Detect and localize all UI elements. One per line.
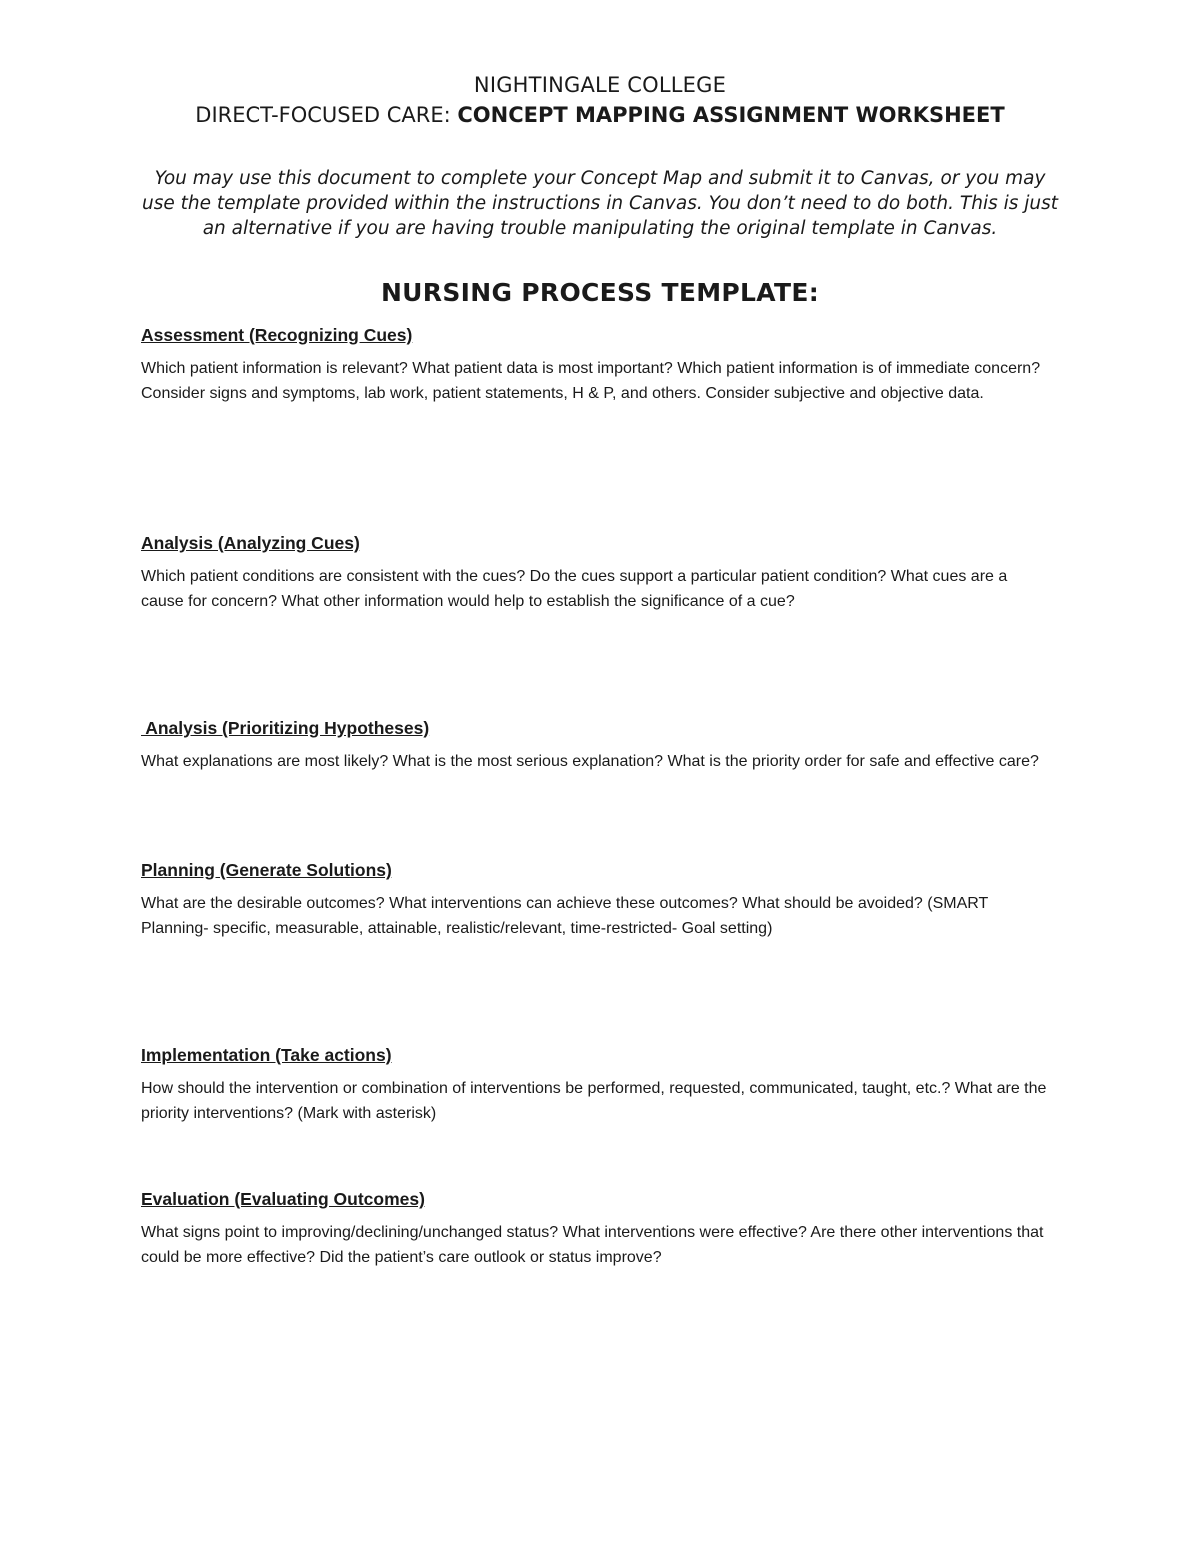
section-heading: Analysis (Analyzing Cues) xyxy=(141,533,360,553)
section-body: What explanations are most likely? What is the most serious explanation? What is the priority order for safe and effective care? xyxy=(141,753,1039,770)
college-name: NIGHTINGALE COLLEGE xyxy=(473,73,727,97)
section-planning xyxy=(141,858,1051,941)
section-body: How should the intervention or combination of interventions be performed, requested, communicated, taught, etc.? What are the priority interventions? (Mark with asterisk) xyxy=(141,1080,1047,1122)
section-body: Which patient conditions are consistent with the cues? Do the cues support a particular patient condition? What cues are a cause for concern? What other information would help to establish the significance of a cue? xyxy=(141,568,1008,610)
section-heading: Planning (Generate Solutions) xyxy=(141,860,392,880)
section-assessment xyxy=(141,323,1051,406)
section-analysis-hypotheses xyxy=(141,716,1051,774)
section-heading: Analysis (Prioritizing Hypotheses) xyxy=(141,718,430,738)
section-body: What signs point to improving/declining/unchanged status? What interventions were effective? Are there other interventions that could be more effective? Did the patient’s care outlook or status improve? xyxy=(141,1224,1044,1266)
section-heading: Implementation (Take actions) xyxy=(141,1045,392,1065)
section-body: What are the desirable outcomes? What interventions can achieve these outcomes? What should be avoided? (SMART Planning- specific, measurable, attainable, realistic/relevant, time-restricted- Goal setting) xyxy=(141,895,988,937)
section-heading: Evaluation (Evaluating Outcomes) xyxy=(141,1189,425,1209)
section-implementation xyxy=(141,1043,1051,1126)
document-title xyxy=(0,101,1200,129)
section-analysis-cues xyxy=(141,531,1051,614)
section-evaluation xyxy=(141,1187,1051,1270)
title-bold: CONCEPT MAPPING ASSIGNMENT WORKSHEET xyxy=(457,103,1005,127)
section-body: Which patient information is relevant? What patient data is most important? Which patient information is of immediate concern? Consider signs and symptoms, lab work, patient statements, H & P, and others. Consider subjective and objective data. xyxy=(141,360,1041,402)
template-heading: NURSING PROCESS TEMPLATE: xyxy=(380,278,820,307)
intro-paragraph: You may use this document to complete your Concept Map and submit it to Canvas, or you may use the template provided within the instructions in Canvas. You don’t need to do both. This is just an alternative if you are having trouble manipulating the original template in Canvas. xyxy=(141,168,1059,239)
section-heading: Assessment (Recognizing Cues) xyxy=(141,325,413,345)
title-prefix: DIRECT-FOCUSED CARE: xyxy=(195,103,458,127)
